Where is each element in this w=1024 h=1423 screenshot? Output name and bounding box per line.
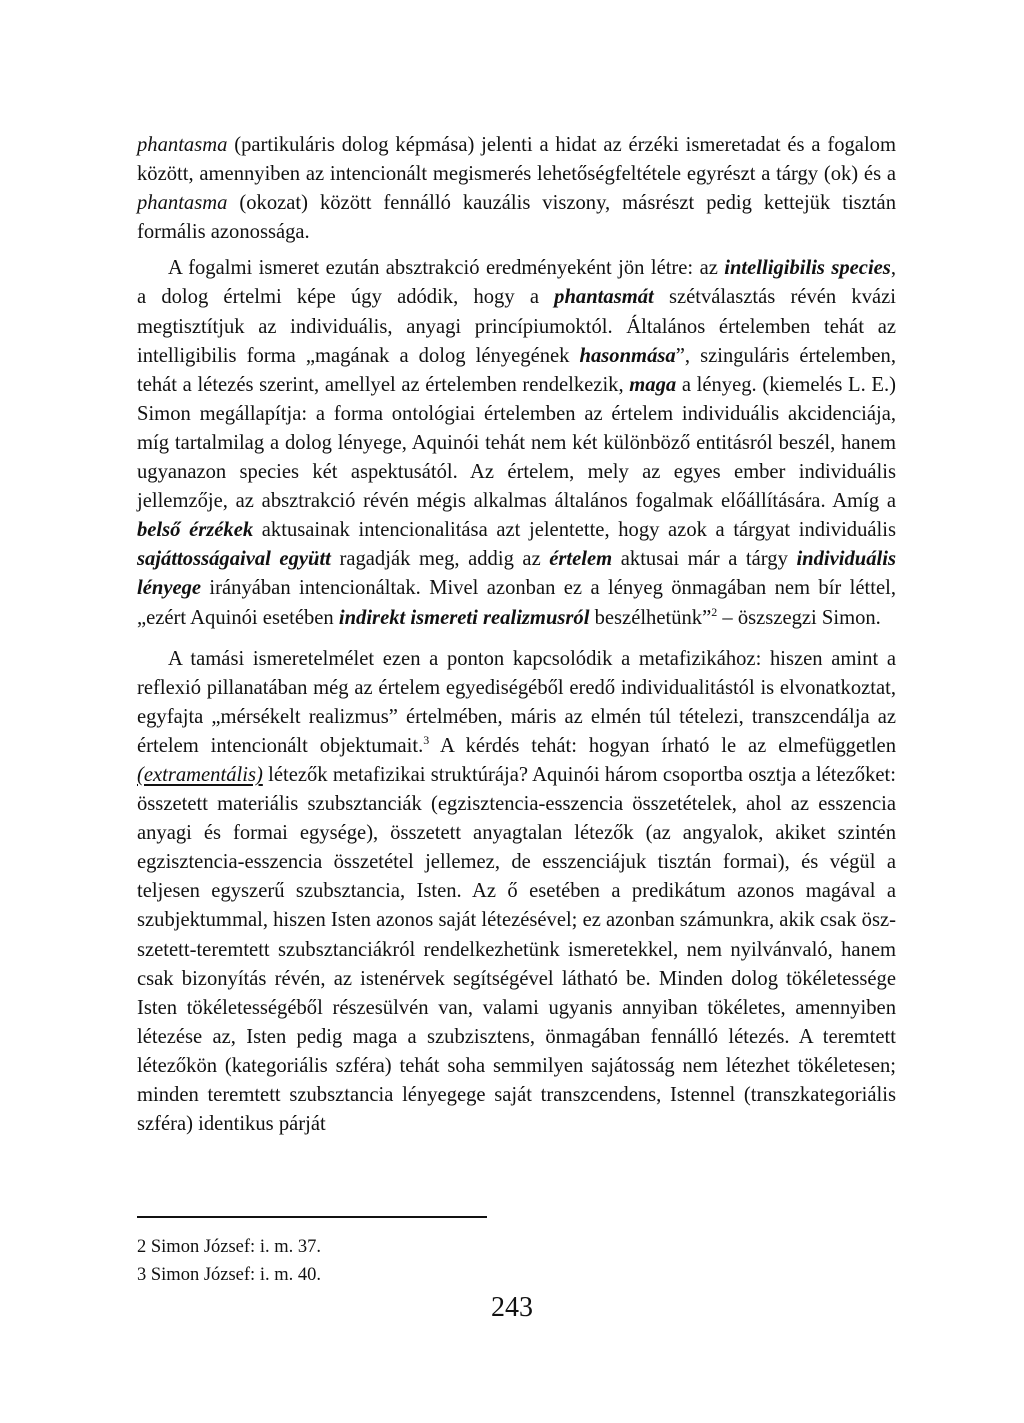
term: individuális lényege — [137, 548, 896, 600]
footnote: 2 Simon József: i. m. 37. — [137, 1237, 321, 1257]
term: phantasmát — [554, 286, 654, 309]
term: értelem — [549, 548, 613, 571]
footnote-ref: 3 — [423, 732, 430, 747]
paragraph-2: A fogalmi ismeret ezután absztrakció eredményeként jön létre: az intelligibilis species, a dolog értelmi képe úgy adódik, hogy a phantasmát szétválasztás révén kvázi megtisztítjuk az individuális, anyagi princípiumoktól. Általános értelemben tehát az intelligibilis forma „magának a dolog lényegének hasonmása”, szinguláris értelemben, tehát a létezés szerint, amellyel az értelemben rendelkezik, maga a lényeg. (kiemelés L. E.) Simon megállapítja: a forma ontológiai értelemben az értelem individuális akcidenciája, míg tartalmilag a dolog lényege, Aquinói tehát nem két különböző entitásról beszél, hanem ugyanazon species két aspektusától. Az értelem, mely az egyes ember individuális jellemzője, az absztrakció révén mégis alkalmas általános fogalmak előállítására. Amíg a belső érzékek aktusainak intencionalitása azt jelentette, hogy azok a tárgyat individuális sajáttosságaival együtt ragadják meg, addig az értelem aktusai már a tárgy individuális lényege irányában intencionáltak. Mivel azonban ez a lényeg önmagában nem bír léttel, „ezért Aquinói esetében indirekt ismereti realizmusról beszélhetünk”$^2$ – öszszegzi Simon. — [137, 257, 896, 629]
term: maga — [629, 373, 677, 396]
term: hasonmása — [579, 344, 676, 367]
footnotes — [137, 1233, 637, 1289]
term: phantasma — [137, 134, 228, 156]
term: intelligibilis species — [724, 257, 891, 280]
term: phantasma — [137, 192, 228, 215]
body-text — [137, 131, 896, 1139]
term: belső érzékek — [137, 519, 254, 542]
term: indirekt ismereti realizmusról — [338, 606, 590, 629]
paragraph-1: phantasma (partikuláris dolog képmása) jelenti a hidat az érzéki ismeretadat és a fogalom között, amennyiben az intencionált megismerés lehetőségfeltétele egyrészt a tárgy (ok) és a phantasma (okozat) között fennálló kauzális viszony, másrészt pedig kettejük tisztán formális azonossága. — [137, 134, 896, 244]
page-number: 243 — [491, 1292, 533, 1323]
footnote: 3 Simon József: i. m. 40. — [137, 1265, 321, 1285]
paragraph-3: A tamási ismeretelmélet ezen a ponton kapcsolódik a metafizikához: hiszen amint a reflexió pillanatában még az értelem egyediségéből eredő individualitástól is elvonatkoztat, egyfajta „mérsékelt realizmus” értelmében, máris az elmén túl tételezi, transzcendálja az értelem intencionált objektumait.$^3$ A kérdés tehát: hogyan írható le az elmefüggetlen (extramentális) létezők metafizikai struktúrája? Aquinói három csoportba osztja a létezőket: összetett materiális szubsztanciák (egzisztencia-esszencia összetételek, ahol az esszencia anyagi és formai egysége), összetett anyagtalan létezők (az angyalok, akiket szintén egzisztencia-esszencia összetétel jellemez, de esszenciájuk tisztán formai), és végül a teljesen egyszerű szubsztancia, Isten. Az ő esetében a predikátum azonos magával a szubjektummal, hiszen Isten azonos saját létezésével; ez azonban számunkra, akik csak öszszetett-teremtett szubsztanciákról rendelkezhetünk ismeretekkel, nem nyilvánvaló, hanem csak bizonyítás révén, az istenérvek segítségével látható be. Minden dolog tökéletessége Isten tökéletességéből részesülvén van, valami ugyanis annyiban tökéletes, amennyiben létezése az, Isten pedig maga a szubzisztens, önmagában fennálló létezés. A teremtett létezőkön (kategoriális szféra) tehát soha semmilyen sajátosság nem létezhet tökéletesen; minden teremtett szubsztancia lényegege saját transzcendens, Istennel (transzkategoriális szféra) identikus párját — [137, 647, 896, 1136]
footnote-ref: 2 — [711, 604, 718, 619]
term: (extramentális) — [137, 763, 263, 786]
term: sajáttosságaival együtt — [137, 548, 331, 571]
footnote-divider — [137, 1216, 487, 1218]
